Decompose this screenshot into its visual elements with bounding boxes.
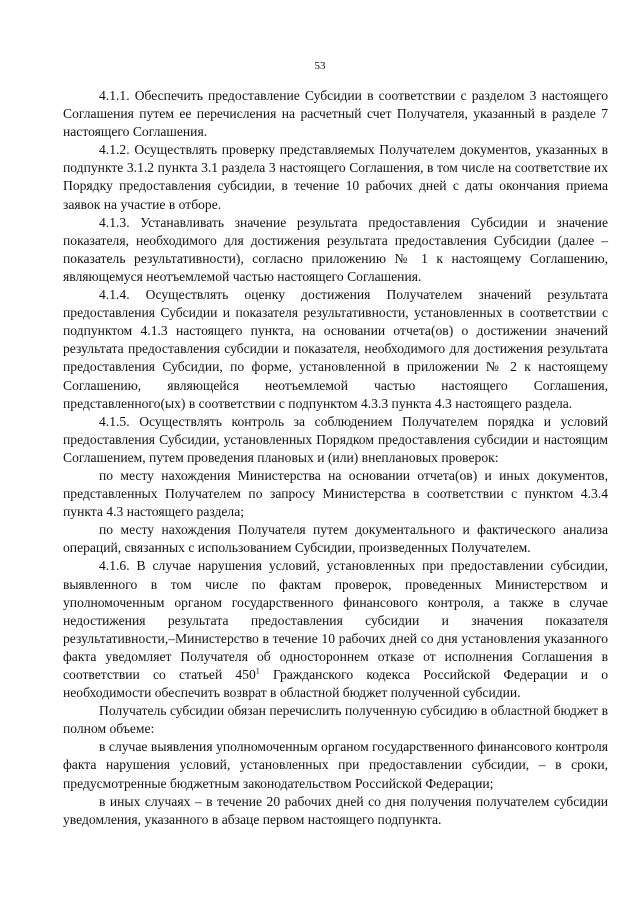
paragraph-4-1-3: 4.1.3. Устанавливать значение результата предоставления Субсидии и значение показателя, необходимого для достижения результата предоставления Субсидии (далее – показатель результативности), согласно приложению № 1 к настоящему Соглашению, являющемуся неотъемлемой частью настоящего Соглашения. bbox=[63, 214, 608, 284]
paragraph-4-1-5: 4.1.5. Осуществлять контроль за соблюдением Получателем порядка и условий предоставления Субсидии, установленных Порядком предоставления субсидии и настоящим Соглашением, путем проведения плановых и (или) внеплановых проверок: bbox=[63, 413, 608, 465]
paragraph-refund-control-case: в случае выявления уполномоченным органом государственного финансового контроля факта нарушения условий, установленных при предоставлении субсидии, – в сроки, предусмотренные бюджетным законодательством Российской Федерации; bbox=[63, 739, 608, 791]
paragraph-4-1-4: 4.1.4. Осуществлять оценку достижения Получателем значений результата предоставления Субсидии и показателя результативности, установленных в соответствии с подпунктом 4.1.3 настоящего пункта, на основании отчета(ов) о достижении значений результата предоставления субсидии и показателя, необходимого для достижения результата предоставления Субсидии, по форме, установленной в приложении № 2 к настоящему Соглашению, являющейся неотъемлемой частью настоящего Соглашения, представленного(ых) в соответствии с подпунктом 4.3.3 пункта 4.3 настоящего раздела. bbox=[63, 287, 608, 411]
paragraph-ministry-location-check: по месту нахождения Министерства на основании отчета(ов) и иных документов, представленных Получателем по запросу Министерства в соответствии с пунктом 4.3.4 пункта 4.3 настоящего раздела; bbox=[63, 467, 608, 520]
paragraph-4-1-2: 4.1.2. Осуществлять проверку представляемых Получателем документов, указанных в подпункте 3.1.2 пункта 3.1 раздела 3 настоящего Соглашения, в том числе на соответствие их Порядку предоставления субсидии, в течение 10 рабочих дней с даты окончания приема заявок на участие в отборе. bbox=[63, 142, 608, 212]
article-superscript: 1 bbox=[255, 666, 260, 676]
paragraph-4-1-6-text-end: Гражданского кодекса Российской Федерации и о необходимости обеспечить возврат в областной бюджет полученной субсидии. bbox=[63, 667, 608, 701]
paragraph-refund-obligation: Получатель субсидии обязан перечислить полученную субсидию в областной бюджет в полном объеме: bbox=[63, 703, 608, 737]
document-body bbox=[63, 87, 608, 829]
paragraph-4-1-1: 4.1.1. Обеспечить предоставление Субсидии в соответствии с разделом 3 настоящего Соглашения путем ее перечисления на расчетный счет Получателя, указанный в разделе 7 настоящего Соглашения. bbox=[63, 88, 608, 140]
paragraph-4-1-6-text-start: 4.1.6. В случае нарушения условий, установленных при предоставлении субсидии, выявленного в том числе по фактам проверок, проведенных Министерством и уполномоченным органом государственного финансового контроля, а также в случае недостижения результата предоставления субсидии и значения показателя результативности,–Министерство в течение 10 рабочих дней со дня установления указанного факта уведомляет Получателя об одностороннем отказе от исполнения Соглашения в соответствии со статьей 450 bbox=[63, 558, 608, 682]
paragraph-refund-other-cases: в иных случаях – в течение 20 рабочих дней со дня получения получателем субсидии уведомления, указанного в абзаце первом настоящего подпункта. bbox=[63, 793, 608, 827]
paragraph-recipient-location-check: по месту нахождения Получателя путем документального и фактического анализа операций, связанных с использованием Субсидии, произведенных Получателем. bbox=[63, 522, 608, 556]
page-number: 53 bbox=[314, 60, 326, 72]
paragraph-4-1-6 bbox=[63, 557, 608, 702]
